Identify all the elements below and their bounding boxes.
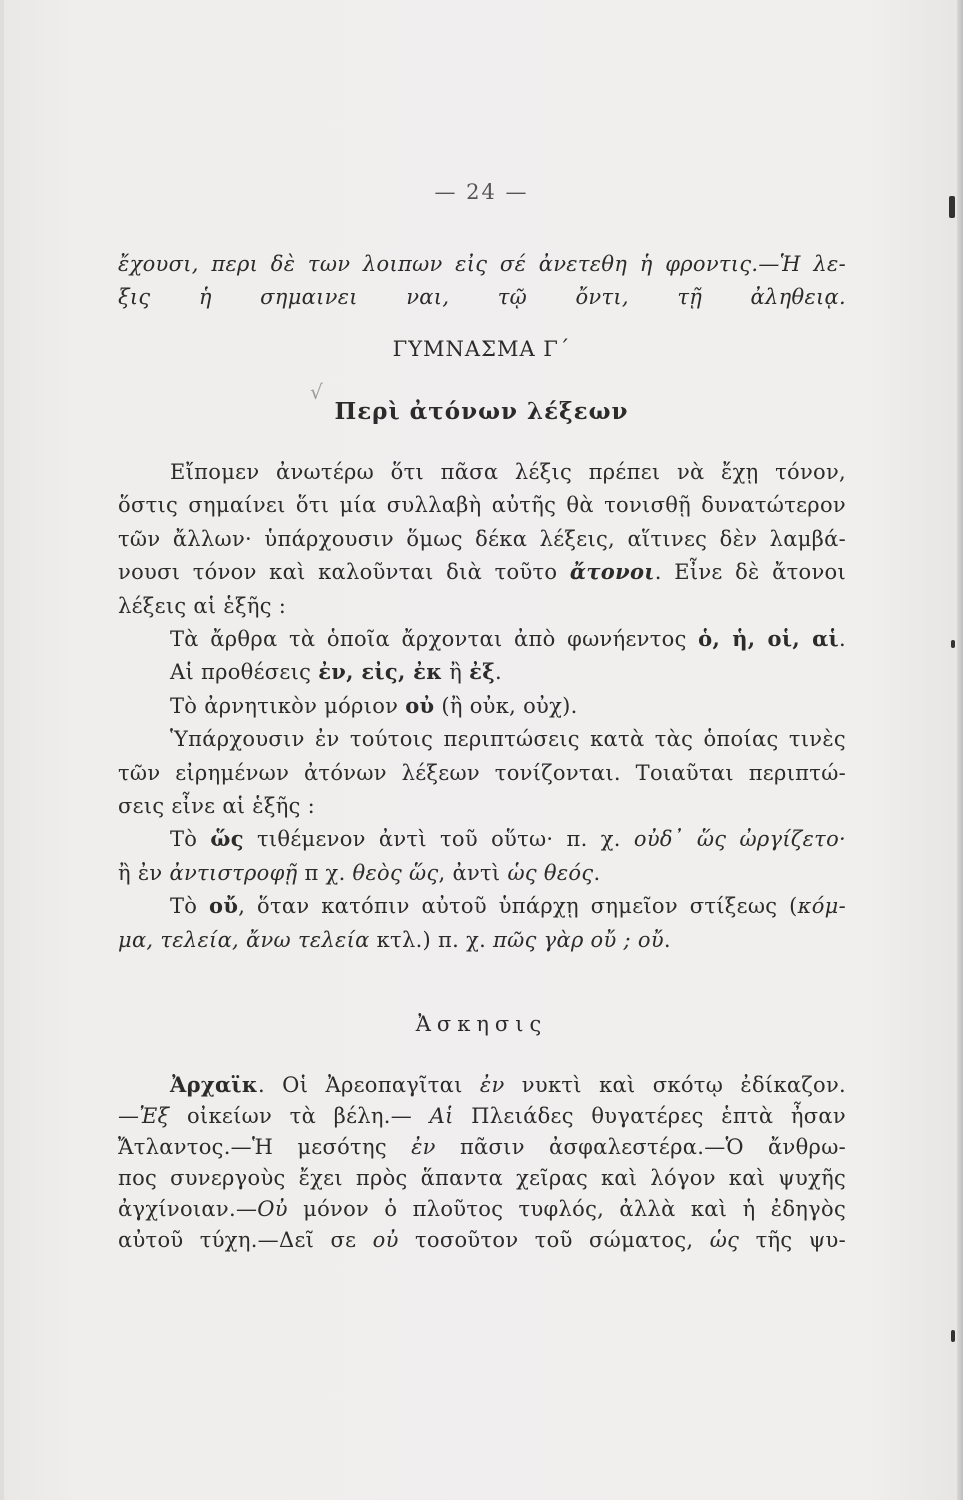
text-run: πος συνεργοὺς ἔχει πρὸς ἅπαντα χεῖρας καὶ λόγον καὶ ψυχῆς xyxy=(118,1166,847,1190)
text-line xyxy=(118,1194,846,1224)
text-run: νυκτὶ καὶ σκότῳ ἐδίκαζον. xyxy=(504,1073,847,1097)
pencil-check-mark: √ xyxy=(310,380,323,404)
text-line xyxy=(118,591,846,621)
ink-mark xyxy=(951,1330,955,1342)
text-line xyxy=(118,791,846,821)
text-run: νουσι τόνον καὶ καλοῦνται διὰ τοῦτο xyxy=(118,560,570,585)
text-run: . xyxy=(593,860,601,885)
text-run: αὐτοῦ τύχη.—Δεῖ σε xyxy=(118,1228,373,1252)
text-line xyxy=(118,1225,846,1255)
text-run: κτλ.) π. χ. xyxy=(369,927,494,952)
text-line xyxy=(170,1070,846,1100)
text-run: ὁ, ἡ, οἱ, αἱ xyxy=(698,626,840,651)
text-run: θεὸς ὥς xyxy=(352,860,439,885)
text-line xyxy=(118,1101,846,1131)
text-run: π χ. xyxy=(297,860,353,885)
text-run: ἐν, εἰς, ἐκ xyxy=(318,659,443,685)
text-run: Τὸ ἀρνητικὸν μόριον xyxy=(170,693,406,718)
exercises-heading: Ἀσκησις xyxy=(415,1012,548,1036)
text-run: οὐ xyxy=(372,1228,399,1252)
text-run: ὥς xyxy=(210,826,244,852)
page-right-edge xyxy=(957,0,963,1500)
text-run: . Οἱ Ἀρεοπαγῖται xyxy=(257,1073,480,1097)
text-run: τιθέμενον ἀντὶ τοῦ οὕτω· π. χ. xyxy=(243,827,634,852)
text-run: οὐδ᾽ ὥς ὠργίζετο· xyxy=(633,827,846,852)
text-run: (ἢ οὐκ, οὐχ). xyxy=(434,693,578,718)
text-run: ἐξ xyxy=(469,659,495,685)
text-run: Τὰ ἄρθρα τὰ ὁποῖα ἄρχονται ἀπὸ φωνήεντος xyxy=(170,627,699,651)
text-run: τῶν ἄλλων· ὑπάρχουσιν ὅμως δέκα λέξεις, αἵτινες δὲν λαμβά- xyxy=(118,526,846,551)
text-run: κόμ- xyxy=(797,894,846,919)
text-run: Ἀρχαϊκ xyxy=(170,1072,258,1097)
text-run: ξις ἡ σημαινει ναι, τῷ ὄντι, τῇ ἀληθειᾳ. xyxy=(118,285,847,309)
text-run: Εἴπομεν ἀνωτέρω ὅτι πᾶσα λέξις πρέπει νὰ ἔχῃ τόνον, xyxy=(170,460,847,484)
text-run: ἢ xyxy=(442,660,470,685)
text-run: Οὐ xyxy=(257,1197,288,1221)
text-run: τῆς ψυ- xyxy=(739,1228,847,1252)
text-run: ὡς xyxy=(709,1228,740,1252)
text-line xyxy=(118,925,846,955)
text-line xyxy=(170,657,846,687)
text-run: τοσοῦτον τοῦ σώματος, xyxy=(398,1228,710,1252)
text-run: . xyxy=(839,627,846,651)
text-run: Ἄτλαντος.—Ἡ μεσότης xyxy=(118,1135,412,1159)
text-run: ἄτονοι xyxy=(569,559,655,585)
text-run: Ὑπάρχουσιν ἐν τούτοις περιπτώσεις κατὰ τὰς ὁποίας τινὲς xyxy=(170,727,846,752)
text-run: Ἐξ xyxy=(139,1104,170,1128)
text-run: . Εἶνε δὲ ἄτονοι xyxy=(654,560,846,585)
text-run: τῶν εἰρημένων ἀτόνων λέξεων τονίζονται. Τοιαῦται περιπτώ- xyxy=(118,760,847,785)
text-run: πᾶσιν ἀσφαλεστέρα.—Ὁ ἄνθρω- xyxy=(435,1135,847,1159)
text-run: ἐν xyxy=(479,1073,505,1097)
text-run: , ὅταν κατόπιν αὐτοῦ ὑπάρχῃ σημεῖον στίξεως ( xyxy=(238,894,798,919)
text-line xyxy=(170,724,846,754)
text-line xyxy=(170,624,846,654)
ink-mark xyxy=(951,640,955,648)
text-run: σεις εἶνε αἱ ἑξῆς : xyxy=(118,794,316,818)
text-line xyxy=(170,824,846,854)
text-run: ἐν xyxy=(411,1135,436,1159)
text-line xyxy=(118,858,846,888)
page-number: — 24 — xyxy=(434,180,529,204)
text-line xyxy=(118,1132,846,1162)
text-run: , ἀντὶ xyxy=(438,860,508,885)
text-line xyxy=(118,490,846,520)
text-line xyxy=(118,557,846,587)
text-line xyxy=(170,691,846,721)
text-run: ἀντιστροφῇ xyxy=(169,860,298,885)
text-run: Τὸ xyxy=(170,894,210,919)
text-run: Αἱ προθέσεις xyxy=(170,660,319,685)
text-run: μόνον ὁ πλοῦτος τυφλός, ἀλλὰ καὶ ἡ ἐδηγὸς xyxy=(287,1197,847,1221)
text-run: οὐ xyxy=(405,692,435,718)
text-run: ἀγχίνοιαν.— xyxy=(118,1197,258,1221)
text-run: . xyxy=(494,660,502,685)
text-line xyxy=(118,524,846,554)
exercise-heading: ΓΥΜΝΑΣΜΑ Γ´ xyxy=(392,337,571,361)
text-run: Πλειάδες θυγατέρες ἑπτὰ ἦσαν xyxy=(453,1104,846,1128)
text-run: οἰκείων τὰ βέλη.— xyxy=(169,1104,430,1128)
text-run: ὡς θεός xyxy=(507,860,594,885)
text-run: — xyxy=(118,1104,140,1128)
text-run: πῶς γὰρ οὔ ; οὔ xyxy=(493,927,664,952)
text-line xyxy=(118,249,846,279)
text-line xyxy=(118,282,846,312)
text-run: οὔ xyxy=(209,893,239,919)
text-line xyxy=(170,891,846,921)
page-left-edge xyxy=(0,0,4,1500)
text-run: ἢ ἐν xyxy=(118,860,170,885)
text-run: Αἱ xyxy=(429,1104,454,1128)
section-title: Περὶ ἀτόνων λέξεων xyxy=(334,398,629,425)
text-line xyxy=(170,457,846,487)
text-run: μα, τελεία, ἄνω τελεία xyxy=(118,927,370,952)
text-run: . xyxy=(663,927,671,952)
text-run: Τὸ xyxy=(170,827,211,852)
text-run: ἔχουσι, περι δὲ των λοιπων εἰς σέ ἀνετεθη ἡ φροντις.—Ἡ λε- xyxy=(118,252,846,276)
text-run: λέξεις αἱ ἑξῆς : xyxy=(118,593,287,618)
text-run: ὅστις σημαίνει ὅτι μία συλλαβὴ αὐτῆς θὰ τονισθῇ δυνατώτερον xyxy=(118,493,846,518)
text-line xyxy=(118,1163,846,1193)
text-line xyxy=(118,758,846,788)
